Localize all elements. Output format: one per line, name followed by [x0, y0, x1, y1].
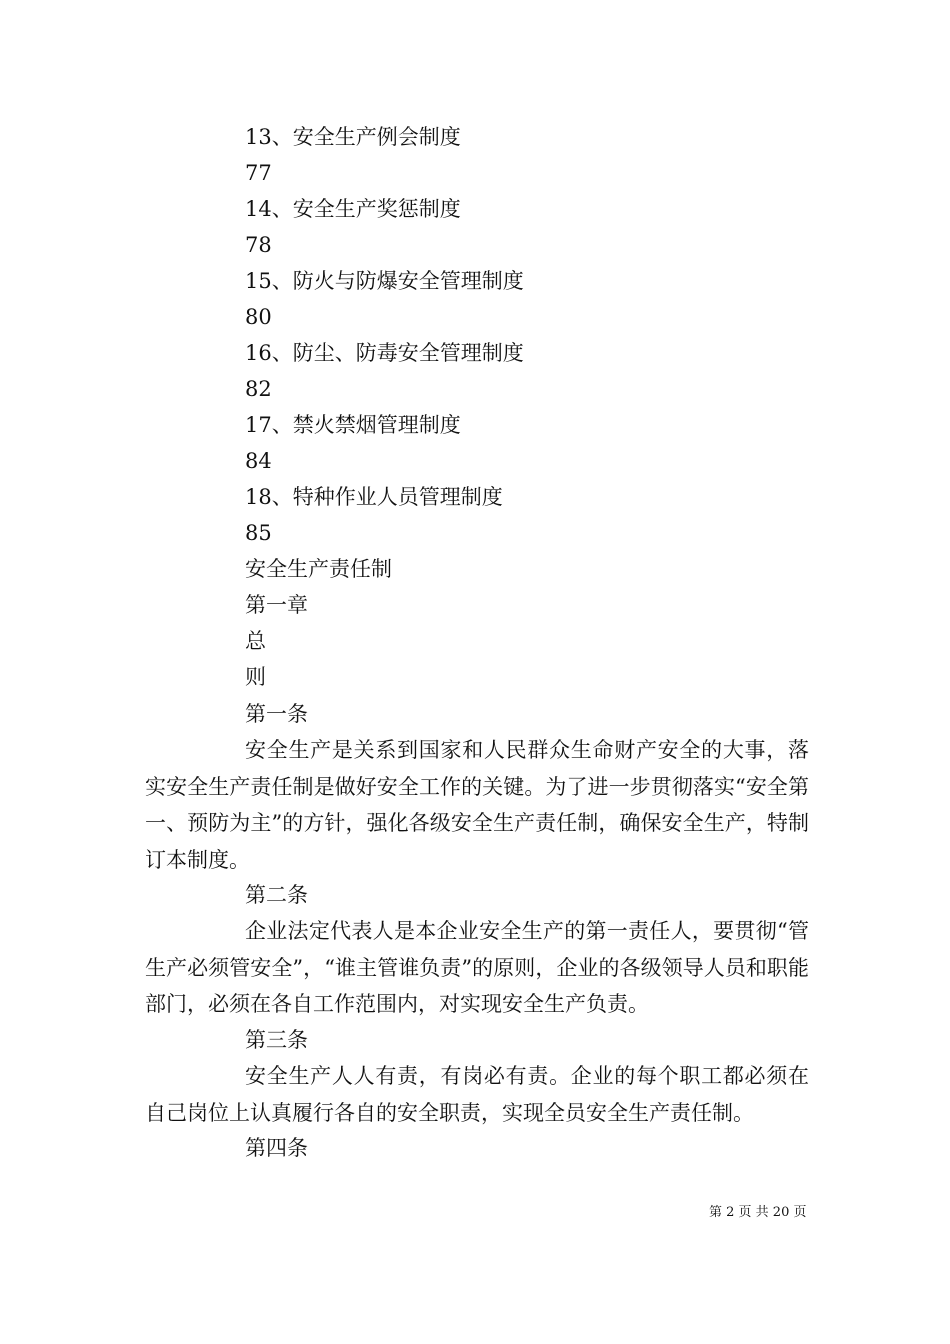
- toc-item-title: 13、安全生产例会制度: [245, 125, 461, 149]
- toc-item-title: 15、防火与防爆安全管理制度: [245, 269, 524, 293]
- document-title: 安全生产责任制: [245, 557, 392, 581]
- toc-item-title: 18、特种作业人员管理制度: [245, 485, 503, 509]
- article-heading: 第三条: [245, 1028, 308, 1052]
- toc-item-page: 85: [245, 521, 272, 545]
- article-heading: 第四条: [245, 1136, 308, 1160]
- toc-item-page: 80: [245, 305, 272, 329]
- toc-item-title: 17、禁火禁烟管理制度: [245, 413, 461, 437]
- article-text: 安全生产是关系到国家和人民群众生命财产安全的大事，落实安全生产责任制是做好安全工作的关键。为了进一步贯彻落实“安全第一、预防为主”的方针，强化各级安全生产责任制，确保安全生产，特制订本制度。: [145, 738, 809, 872]
- toc-item-page: 78: [245, 233, 272, 257]
- article-heading: 第二条: [245, 883, 308, 907]
- chapter-name-part: 则: [245, 665, 266, 689]
- toc-item-page: 77: [245, 161, 272, 185]
- toc-item-title: 14、安全生产奖惩制度: [245, 197, 461, 221]
- chapter-number: 第一章: [245, 593, 308, 617]
- chapter-name-part: 总: [245, 629, 266, 653]
- article-heading: 第一条: [245, 702, 308, 726]
- page-number-footer: 第 2 页 共 20 页: [709, 1205, 807, 1220]
- article-text: 企业法定代表人是本企业安全生产的第一责任人，要贯彻“管生产必须管安全”，“谁主管谁负责”的原则，企业的各级领导人员和职能部门，必须在各自工作范围内，对实现安全生产负责。: [145, 919, 809, 1016]
- toc-item-page: 82: [245, 377, 272, 401]
- toc-item-page: 84: [245, 449, 272, 473]
- article-text: 安全生产人人有责，有岗必有责。企业的每个职工都必须在自己岗位上认真履行各自的安全职责，实现全员安全生产责任制。: [145, 1064, 809, 1125]
- toc-item-title: 16、防尘、防毒安全管理制度: [245, 341, 524, 365]
